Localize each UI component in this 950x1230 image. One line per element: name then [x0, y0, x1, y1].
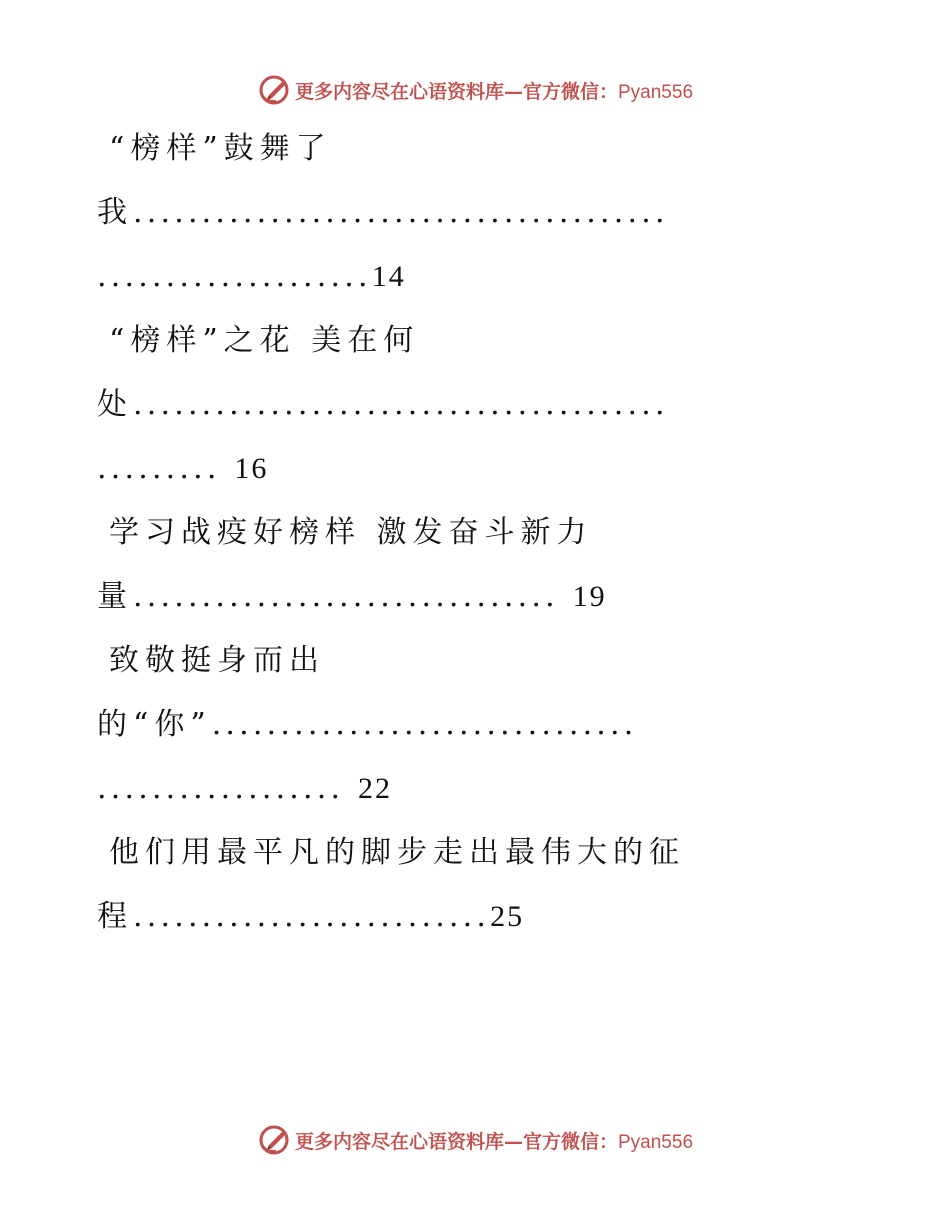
toc-entry-2-page: 16	[234, 452, 269, 485]
pen-logo-icon	[257, 73, 291, 107]
toc-entry-1-title[interactable]: “榜样”鼓舞了	[109, 131, 332, 166]
table-of-contents	[97, 117, 857, 949]
toc-entry-3-title[interactable]: 学习战疫好榜样 激发奋斗新力	[109, 515, 593, 550]
toc-entry-4-title[interactable]: 致敬挺身而出	[109, 643, 325, 678]
dot-leader: ...............................	[133, 579, 573, 614]
dot-leader: .......................................	[133, 387, 669, 422]
toc-entry-5-leader[interactable]	[97, 885, 857, 949]
watermark-text: 更多内容尽在心语资料库—官方微信：Pyan556	[294, 1130, 694, 1153]
toc-entry-3-lead: 量	[97, 579, 133, 614]
toc-entry-1-page: 14	[371, 260, 406, 293]
toc-entry-2-leader[interactable]	[97, 373, 857, 437]
toc-entry-5-title[interactable]: 他们用最平凡的脚步走出最伟大的征	[109, 835, 685, 870]
header-watermark	[0, 70, 950, 110]
toc-entry-5-lead: 程	[97, 899, 133, 934]
dot-leader: ..................	[97, 771, 358, 806]
dot-leader: .........	[97, 451, 235, 486]
toc-entry-4-leader[interactable]	[97, 693, 857, 757]
footer-watermark	[0, 1120, 950, 1160]
toc-entry-1-leader-cont	[97, 245, 857, 309]
toc-entry-3-leader[interactable]	[97, 565, 857, 629]
toc-entry-2-lead: 处	[97, 387, 133, 422]
toc-entry-2-title[interactable]: “榜样”之花 美在何	[109, 323, 420, 358]
dot-leader: .......................................	[133, 195, 669, 230]
toc-entry-4-lead: 的“你”	[97, 707, 212, 742]
watermark-text: 更多内容尽在心语资料库—官方微信：Pyan556	[294, 80, 694, 103]
dot-leader: ....................	[97, 259, 372, 294]
toc-entry-4-page: 22	[358, 772, 392, 805]
toc-entry-1-lead: 我	[97, 195, 133, 230]
toc-entry-2-leader-cont	[97, 437, 857, 501]
toc-entry-1-leader[interactable]	[97, 181, 857, 245]
pen-logo-icon	[257, 1123, 291, 1157]
toc-entry-3-page: 19	[572, 580, 607, 613]
dot-leader: ...............................	[211, 707, 638, 742]
dot-leader: ..........................	[133, 899, 491, 934]
toc-entry-5-page: 25	[490, 900, 525, 933]
toc-entry-4-leader-cont	[97, 757, 857, 821]
